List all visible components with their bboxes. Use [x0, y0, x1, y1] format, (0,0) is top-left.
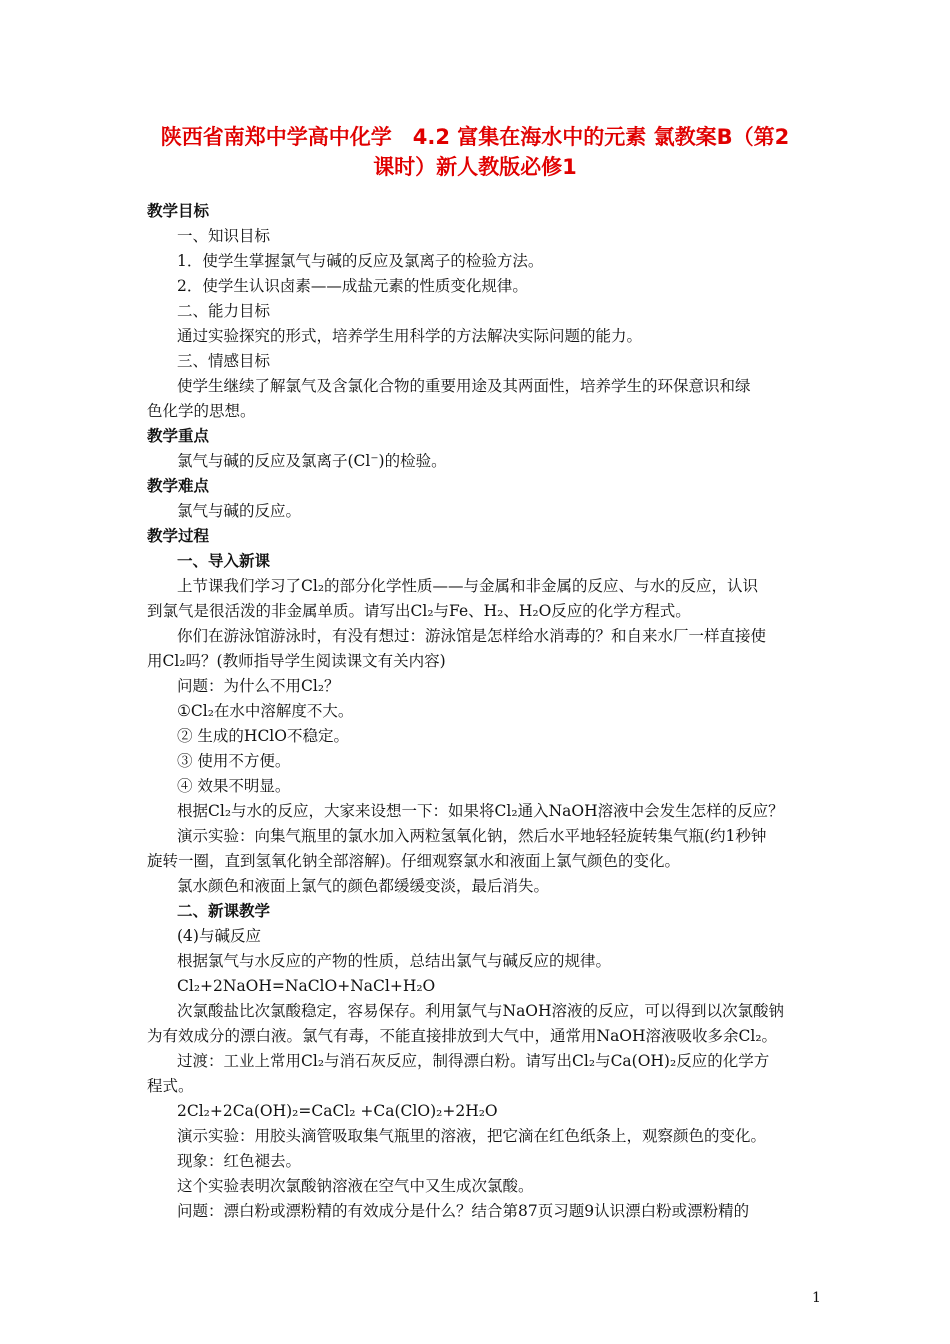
think-text: 根据Cl₂与水的反应，大家来设想一下：如果将Cl₂通入NaOH溶液中会发生怎样的反应？ — [177, 802, 784, 820]
knowledge-item-1: 1．使学生掌握氯气与碱的反应及氯离子的检验方法。 — [177, 252, 544, 270]
answer-3: ③ 使用不方便。 — [177, 752, 291, 770]
difficulty-heading: 教学难点 — [147, 477, 210, 495]
page-number: 1 — [812, 1290, 821, 1306]
demo-1-line-2: 旋转一圈，直到氢氧化钠全部溶解)。仔细观察氯水和液面上氯气颜色的变化。 — [147, 852, 681, 870]
question-2: 问题：漂白粉或漂粉精的有效成分是什么？结合第87页习题9认识漂白粉或漂粉精的 — [177, 1202, 750, 1220]
knowledge-item-2: 2．使学生认识卤素——成盐元素的性质变化规律。 — [177, 277, 528, 295]
ability-heading: 二、能力目标 — [177, 302, 271, 320]
difficulty-text: 氯气与碱的反应。 — [177, 502, 302, 520]
ability-text: 通过实验探究的形式，培养学生用科学的方法解决实际问题的能力。 — [177, 327, 643, 345]
emotion-text-line-2: 色化学的思想。 — [147, 402, 256, 420]
hypochlorite-line-1: 次氯酸盐比次氯酸稳定，容易保存。利用氯气与NaOH溶液的反应，可以得到以次氯酸钠 — [177, 1002, 785, 1020]
demo-2: 演示实验：用胶头滴管吸取集气瓶里的溶液，把它滴在红色纸条上，观察颜色的变化。 — [177, 1127, 767, 1145]
phenomenon: 现象：红色褪去。 — [177, 1152, 302, 1170]
transition-line-2: 程式。 — [147, 1077, 194, 1095]
process-heading: 教学过程 — [147, 527, 210, 545]
conclusion: 这个实验表明次氯酸钠溶液在空气中又生成次氯酸。 — [177, 1177, 534, 1195]
equation-2: 2Cl₂+2Ca(OH)₂=CaCl₂ +Ca(ClO)₂+2H₂O — [177, 1102, 498, 1120]
goals-heading: 教学目标 — [147, 202, 210, 220]
answer-1: ①Cl₂在水中溶解度不大。 — [177, 702, 354, 720]
intro-paragraph-2-line-1: 你们在游泳馆游泳时，有没有想过：游泳馆是怎样给水消毒的？和自来水厂一样直接使 — [177, 627, 767, 645]
hypochlorite-line-2: 为有效成分的漂白液。氯气有毒，不能直接排放到大气中，通常用NaOH溶液吸收多余Cl₂。 — [147, 1027, 778, 1045]
knowledge-heading: 一、知识目标 — [177, 227, 271, 245]
intro-paragraph-1-line-2: 到氯气是很活泼的非金属单质。请写出Cl₂与Fe、H₂、H₂O反应的化学方程式。 — [147, 602, 691, 620]
key-point-text: 氯气与碱的反应及氯离子(Cl⁻)的检验。 — [177, 452, 447, 470]
new-lesson-heading: 二、新课教学 — [177, 902, 271, 920]
key-point-heading: 教学重点 — [147, 427, 210, 445]
transition-line-1: 过渡：工业上常用Cl₂与消石灰反应，制得漂白粉。请写出Cl₂与Ca(OH)₂反应的化学方 — [177, 1052, 770, 1070]
intro-heading: 一、导入新课 — [177, 552, 271, 570]
demo-1-result: 氯水颜色和液面上氯气的颜色都缓缓变淡，最后消失。 — [177, 877, 550, 895]
subsection-4-heading: (4)与碱反应 — [177, 927, 261, 945]
equation-1: Cl₂+2NaOH=NaClO+NaCl+H₂O — [177, 977, 436, 995]
summary-text: 根据氯气与水反应的产物的性质，总结出氯气与碱反应的规律。 — [177, 952, 612, 970]
answer-2: ② 生成的HClO不稳定。 — [177, 727, 349, 745]
document-title-line-2: 课时）新人教版必修1 — [373, 155, 577, 179]
document-title-line-1: 陕西省南郑中学高中化学 4.2 富集在海水中的元素 氯教案B（第2 — [160, 125, 790, 149]
answer-4: ④ 效果不明显。 — [177, 777, 291, 795]
intro-paragraph-2-line-2: 用Cl₂吗？(教师指导学生阅读课文有关内容) — [147, 652, 446, 670]
emotion-heading: 三、情感目标 — [177, 352, 271, 370]
emotion-text-line-1: 使学生继续了解氯气及含氯化合物的重要用途及其两面性，培养学生的环保意识和绿 — [177, 377, 751, 395]
question-1: 问题：为什么不用Cl₂？ — [177, 677, 340, 695]
intro-paragraph-1-line-1: 上节课我们学习了Cl₂的部分化学性质——与金属和非金属的反应、与水的反应，认识 — [177, 577, 759, 595]
demo-1-line-1: 演示实验：向集气瓶里的氯水加入两粒氢氧化钠，然后水平地轻轻旋转集气瓶(约1秒钟 — [177, 827, 767, 845]
